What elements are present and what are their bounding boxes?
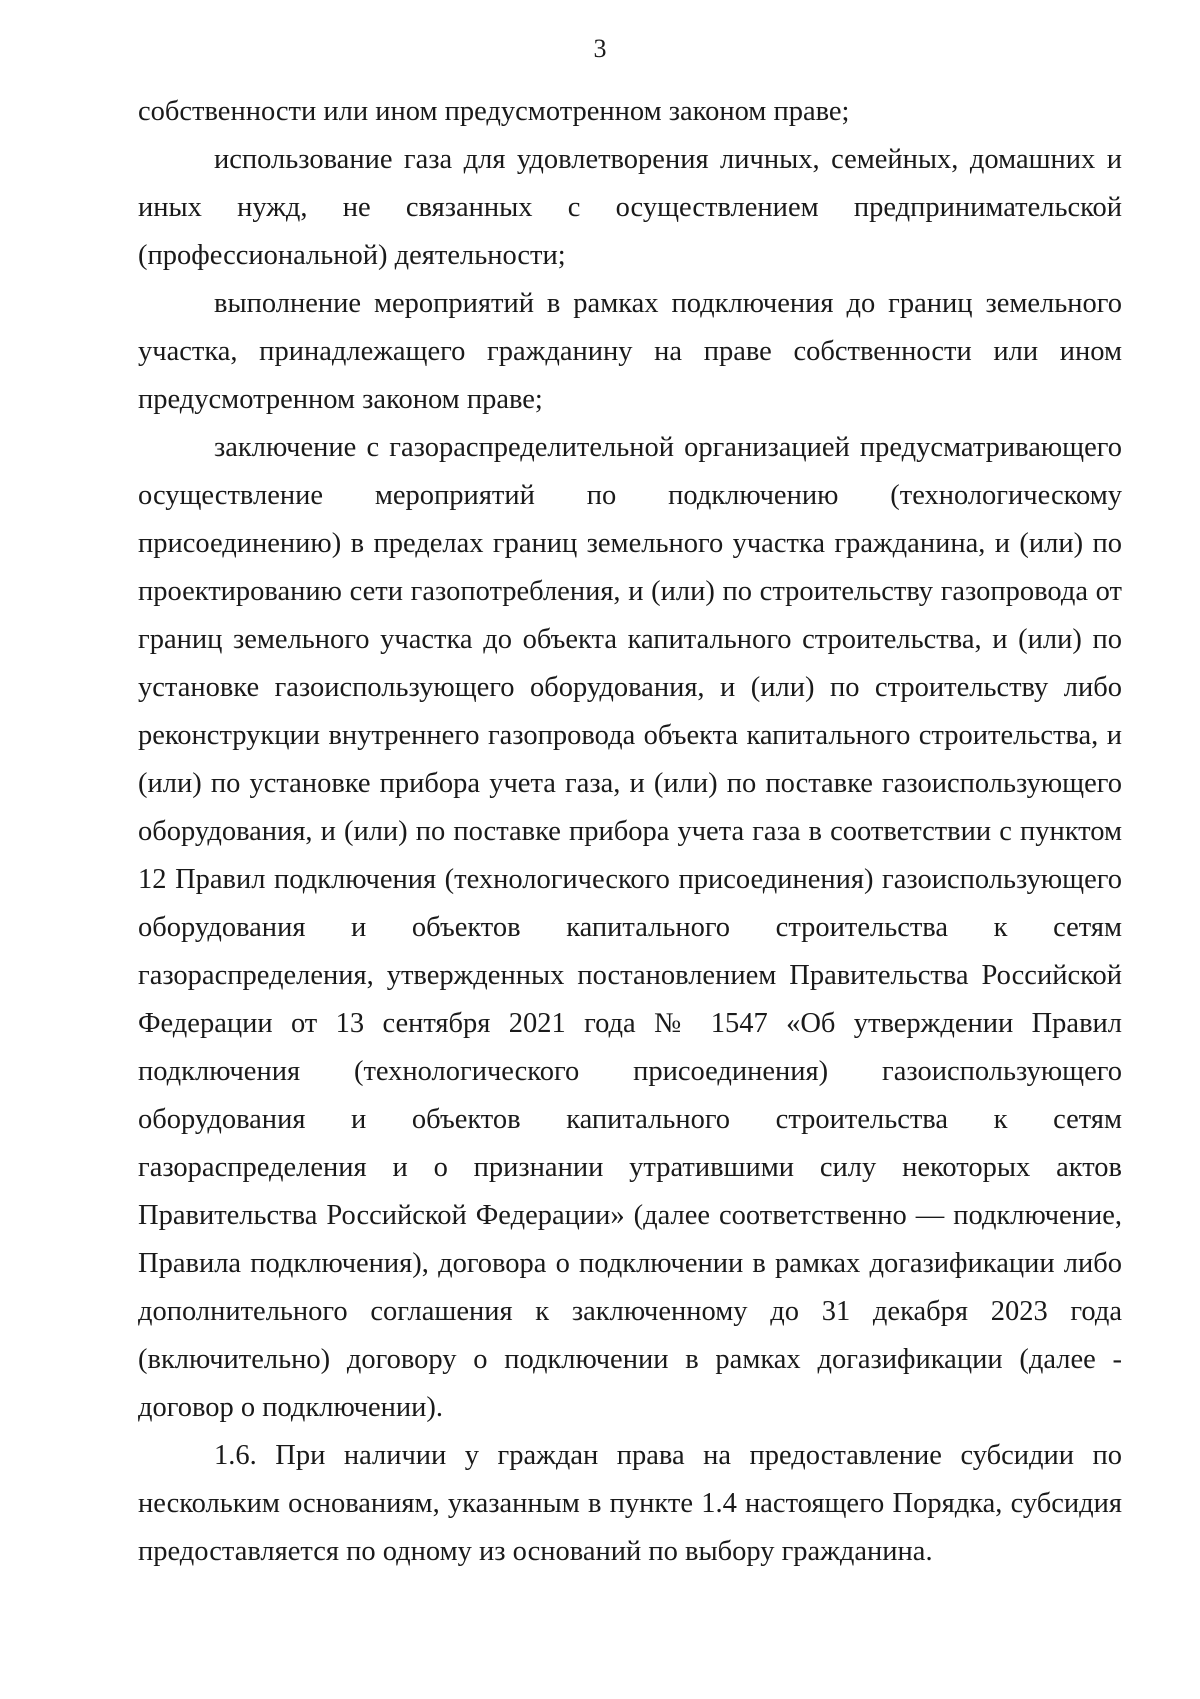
document-body [138,88,1122,1576]
paragraph-continuation: собственности или ином предусмотренном законом праве; [138,96,850,127]
paragraph-agreement: заключение с газораспределительной организацией предусматривающего осуществление мероприятий по подключению (технологическому присоединению) в пределах границ земельного участка гражданина, и (или) по проектированию сети газопотребления, и (или) по строительству газопровода от границ земельного участка до объекта капитального строительства, и (или) по установке газоиспользующего оборудования, и (или) по строительству либо реконструкции внутреннего газопровода объекта капитального строительства, и (или) по установке прибора учета газа, и (или) по поставке газоиспользующего оборудования, и (или) по поставке прибора учета газа в соответствии с пунктом 12 Правил подключения (технологического присоединения) газоиспользующего оборудования и объектов капитального строительства к сетям газораспределения, утвержденных постановлением Правительства Российской Федерации от 13 сентября 2021 года № 1547 «Об утверждении Правил подключения (технологического присоединения) газоиспользующего оборудования и объектов капитального строительства к сетям газораспределения и о признании утратившими силу некоторых актов Правительства Российской Федерации» (далее соответственно — подключение, Правила подключения), договора о подключении в рамках догазификации либо дополнительного соглашения к заключенному до 31 декабря 2023 года (включительно) договору о подключении в рамках догазификации (далее - договор о подключении). [138,432,1122,1423]
page-number: 3 [593,34,607,63]
paragraph-1-6: 1.6. При наличии у граждан права на предоставление субсидии по нескольким основаниям, указанным в пункте 1.4 настоящего Порядка, субсидия предоставляется по одному из оснований по выбору гражданина. [138,1440,1122,1567]
paragraph-connection-measures: выполнение мероприятий в рамках подключения до границ земельного участка, принадлежащего гражданину на праве собственности или ином предусмотренном законом праве; [138,288,1122,415]
paragraph-gas-use: использование газа для удовлетворения личных, семейных, домашних и иных нужд, не связанных с осуществлением предпринимательской (профессиональной) деятельности; [138,144,1122,271]
